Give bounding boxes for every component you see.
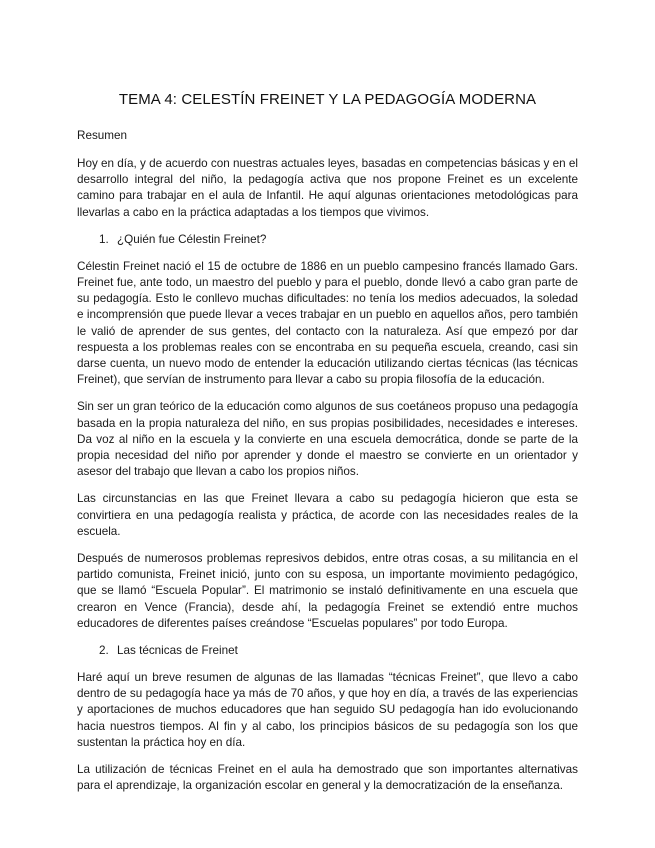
section-1-paragraph-1: Célestin Freinet nació el 15 de octubre de 1886 en un pueblo campesino francés llamado Gars. Freinet fue, ante todo, un maestro del pueblo y para el pueblo, donde llevó a cabo gran parte de su pedagogía. Esto le conllevo muchas dificultades: no tenía los medios adecuados, la soledad e incomprensión que puede llevar a veces trabajar en un pueblo en aquellos años, pero también le valió de aprender de sus gentes, del contacto con la naturaleza. Así que empezó por dar respuesta a los problemas reales con se encontraba en su pequeña escuela, creando, casi sin darse cuenta, un nuevo modo de entender la educación utilizando ciertas técnicas (las técnicas Freinet), que servían de instrumento para llevar a cabo su propia filosofía de la educación. <box>77 259 578 387</box>
section-1-heading <box>77 232 578 248</box>
resumen-label: Resumen <box>77 129 128 142</box>
section-1-title: ¿Quién fue Célestin Freinet? <box>117 232 267 246</box>
document-body <box>77 90 578 806</box>
section-1-paragraph-3: Las circunstancias en las que Freinet llevara a cabo su pedagogía hicieron que esta se convirtiera en una pedagogía realista y práctica, de acorde con las necesidades reales de la escuela. <box>77 492 578 538</box>
section-2-heading <box>77 643 578 659</box>
section-2-number: 2. <box>99 644 109 658</box>
section-2-paragraph-1: Haré aquí un breve resumen de algunas de las llamadas “técnicas Freinet”, que llevo a cabo dentro de su pedagogía hace ya más de 70 años, y que hoy en día, a través de las experiencias y aportaciones de muchos educadores que han seguido SU pedagogía han ido evolucionando hacia nuestros tiempos. Al fin y al cabo, los principios básicos de su pedagogía son los que sustentan la práctica hoy en día. <box>77 671 578 749</box>
section-1-paragraph-4: Después de numerosos problemas represivos debidos, entre otras cosas, a su militancia en el partido comunista, Freinet inició, junto con su esposa, un importante movimiento pedagógico, que se llamó “Escuela Popular”. El matrimonio se instaló definitivamente en una escuela que crearon en Vence (Francia), desde ahí, la pedagogía Freinet se extendió entre muchos educadores de diferentes países creándose “Escuelas populares” por todo Europa. <box>77 552 578 630</box>
section-1-number: 1. <box>99 232 109 246</box>
section-2-title: Las técnicas de Freinet <box>117 644 238 658</box>
section-1-paragraph-2: Sin ser un gran teórico de la educación como algunos de sus coetáneos propuso una pedagogía basada en la propia naturaleza del niño, en sus propias posibilidades, necesidades e intereses. Da voz al niño en la escuela y la convierte en una escuela democrática, donde se parte de la propia necesidad del niño por aprender y donde el maestro se convierte en un orientador y asesor del trabajo que llevan a cabo los propios niños. <box>77 400 578 479</box>
page-title: TEMA 4: CELESTÍN FREINET Y LA PEDAGOGÍA MODERNA <box>118 91 537 108</box>
intro-paragraph: Hoy en día, y de acuerdo con nuestras actuales leyes, basadas en competencias básicas y en el desarrollo integral del niño, la pedagogía activa que nos propone Freinet es un excelente camino para trabajar en el aula de Infantil. He aquí algunas orientaciones metodológicas para llevarlas a cabo en la práctica adaptadas a los tiempos que vivimos. <box>77 157 578 219</box>
section-2-paragraph-2: La utilización de técnicas Freinet en el aula ha demostrado que son importantes alternativas para el aprendizaje, la organización escolar en general y la democratización de la enseñanza. <box>77 763 578 793</box>
